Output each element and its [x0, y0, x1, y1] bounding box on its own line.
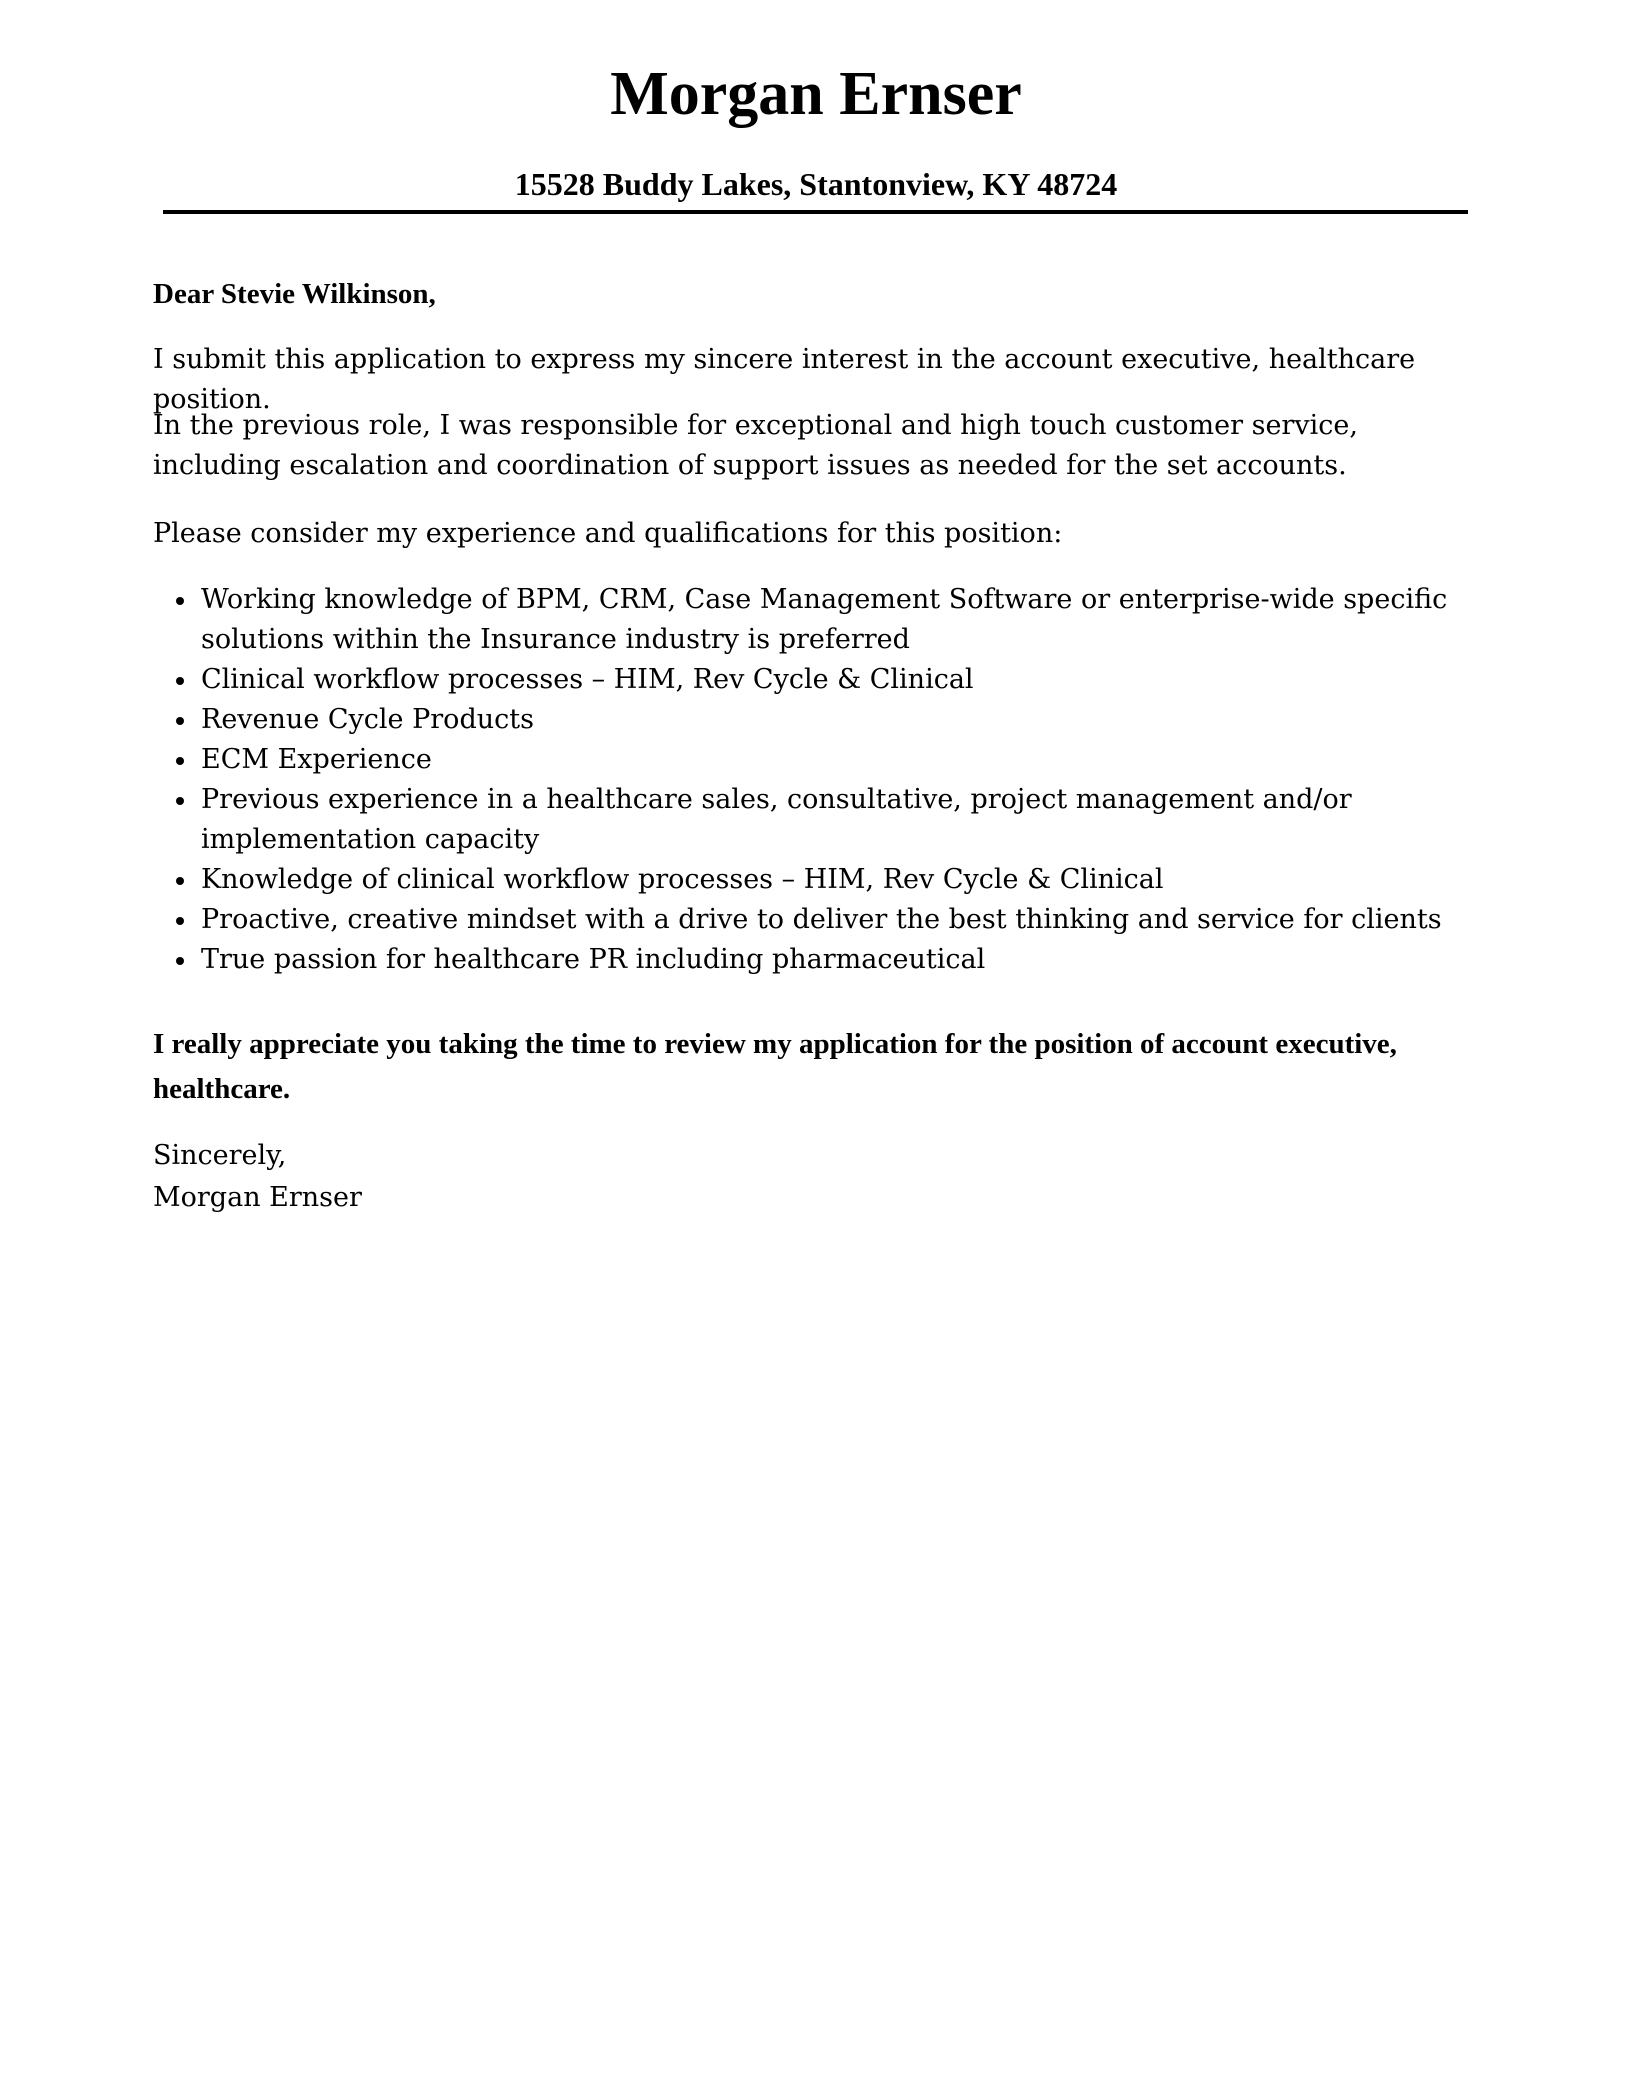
bullet-icon — [176, 757, 184, 765]
qualification-text: Knowledge of clinical workflow processes – HIM, Rev Cycle & Clinical — [201, 864, 1164, 895]
bullet-icon — [176, 957, 184, 965]
qualification-item — [153, 700, 1453, 740]
bullet-icon — [176, 597, 184, 605]
qualification-item — [153, 740, 1453, 780]
qualification-text: Previous experience in a healthcare sales, consultative, project management and/or implementation capacity — [201, 784, 1352, 855]
sender-name: Morgan Ernser — [610, 60, 1022, 128]
qualification-text: Working knowledge of BPM, CRM, Case Management Software or enterprise-wide specific solutions within the Insurance industry is preferred — [201, 584, 1448, 655]
qualifications-list — [153, 580, 1453, 980]
qualification-text: Clinical workflow processes – HIM, Rev Cycle & Clinical — [201, 664, 974, 695]
bullet-icon — [176, 877, 184, 885]
signoff: Sincerely, — [153, 1140, 287, 1171]
header-divider — [163, 210, 1468, 214]
qualification-item — [153, 660, 1453, 700]
qualification-item — [153, 580, 1453, 660]
signature-name: Morgan Ernser — [153, 1182, 362, 1213]
qualification-text: ECM Experience — [201, 744, 432, 775]
qualification-text: Proactive, creative mindset with a drive to deliver the best thinking and service for clients — [201, 904, 1442, 935]
salutation: Dear Stevie Wilkinson, — [153, 278, 436, 310]
qualification-item — [153, 780, 1453, 860]
qualification-item — [153, 900, 1453, 940]
qualification-item — [153, 940, 1453, 980]
qualifications-intro: Please consider my experience and qualifications for this position: — [153, 518, 1063, 549]
bullet-icon — [176, 917, 184, 925]
qualification-item — [153, 860, 1453, 900]
bullet-icon — [176, 677, 184, 685]
bullet-icon — [176, 797, 184, 805]
sender-address: 15528 Buddy Lakes, Stantonview, KY 48724 — [514, 166, 1118, 202]
qualification-text: True passion for healthcare PR including pharmaceutical — [201, 944, 986, 975]
bullet-icon — [176, 717, 184, 725]
closing-paragraph: I really appreciate you taking the time to review my application for the position of account executive, healthcare. — [153, 1028, 1397, 1105]
qualification-text: Revenue Cycle Products — [201, 704, 534, 735]
previous-role-paragraph: In the previous role, I was responsible for exceptional and high touch customer service, including escalation and coordination of support issues as needed for the set accounts. — [153, 410, 1358, 481]
intro-paragraph: I submit this application to express my sincere interest in the account executive, healthcare position. — [153, 344, 1416, 415]
